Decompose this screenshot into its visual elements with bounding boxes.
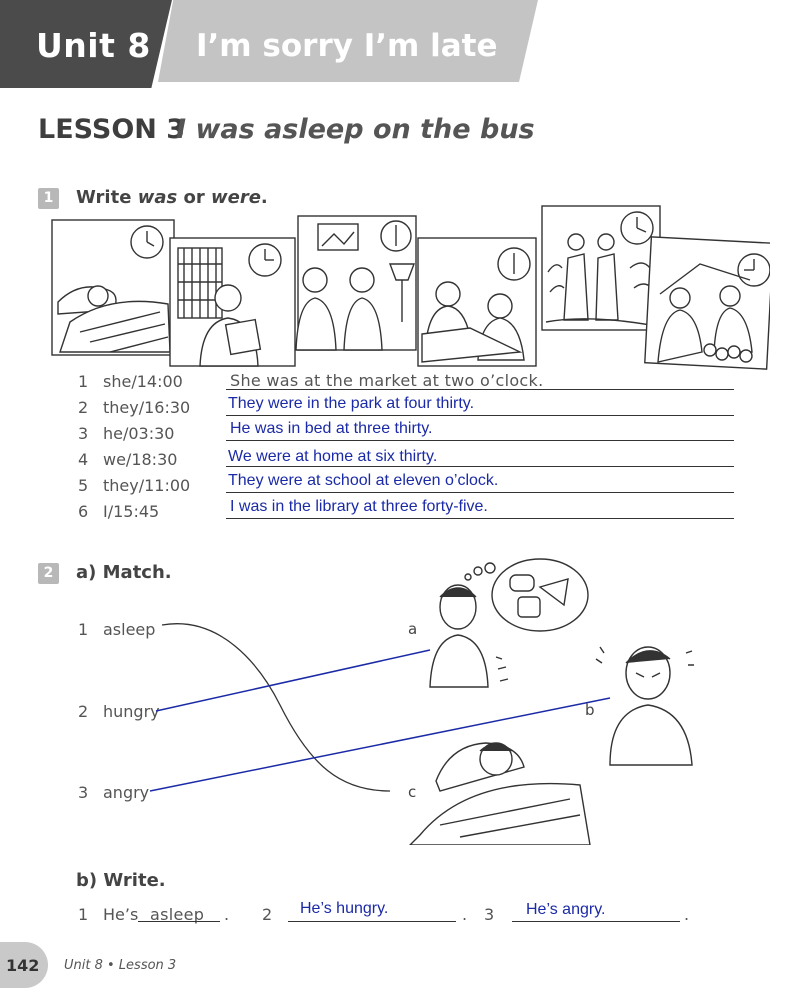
write-prefix: He’s (103, 905, 139, 924)
market-scene-illustration (645, 237, 770, 369)
row-prompt: we/18:30 (103, 450, 178, 469)
answer-line (226, 415, 734, 416)
write-period: . (462, 905, 468, 924)
footer-text: Unit 8 • Lesson 3 (64, 958, 177, 973)
match-word-angry: angry (103, 783, 150, 802)
match-number: 1 (78, 620, 89, 639)
library-scene-illustration (170, 238, 295, 366)
write-number: 1 (78, 905, 89, 924)
write-number: 2 (262, 905, 273, 924)
answer-line (226, 518, 734, 519)
answer-input[interactable]: We were at home at six thirty. (228, 448, 438, 465)
exercise-2-part-a-instruction: a) Match. (76, 562, 172, 583)
write-period: . (684, 905, 690, 924)
street-scene-illustration (542, 206, 660, 330)
instruction-period: . (260, 187, 268, 208)
row-number: 2 (78, 398, 89, 417)
answer-line (226, 492, 734, 493)
bedroom-scene-illustration (52, 220, 174, 355)
write-period: . (224, 905, 230, 924)
row-number: 5 (78, 476, 89, 495)
answer-line (226, 440, 734, 441)
page-number: 142 (6, 956, 40, 975)
row-prompt: I/15:45 (103, 502, 160, 521)
school-scene-illustration (418, 238, 536, 366)
match-letter-c: c (408, 783, 417, 801)
sleeping-boy-illustration (410, 743, 590, 845)
exercise-2-badge: 2 (38, 563, 59, 584)
match-word-hungry: hungry (103, 702, 160, 721)
match-number: 2 (78, 702, 89, 721)
unit-title: I’m sorry I’m late (196, 28, 498, 64)
row-prompt: they/11:00 (103, 476, 191, 495)
answer-input[interactable]: They were at school at eleven o’clock. (228, 472, 499, 489)
lesson-title: I was asleep on the bus (176, 114, 535, 145)
exercise-2-part-b-instruction: b) Write. (76, 870, 166, 891)
instruction-word-was: was (137, 187, 178, 208)
row-number: 6 (78, 502, 89, 521)
answer-line (226, 389, 734, 390)
answer-line (288, 921, 456, 922)
hungry-boy-illustration (430, 559, 588, 687)
match-number: 3 (78, 783, 89, 802)
answer-example-text: She was at the market at two o’clock. (230, 371, 544, 390)
match-line-angry-b[interactable] (150, 698, 610, 791)
exercise-1-badge: 1 (38, 188, 59, 209)
row-prompt: he/03:30 (103, 424, 175, 443)
write-answer-example: asleep (150, 905, 205, 924)
angry-boy-illustration (596, 647, 694, 765)
write-answer-input[interactable]: He’s hungry. (300, 900, 389, 917)
exercise-2-illustrations (140, 555, 740, 845)
match-word-asleep: asleep (103, 620, 156, 639)
row-number: 3 (78, 424, 89, 443)
answer-line (512, 921, 680, 922)
match-letter-a: a (408, 620, 418, 638)
row-prompt: they/16:30 (103, 398, 191, 417)
instruction-word-were: were (211, 187, 261, 208)
match-letter-b: b (585, 701, 595, 719)
row-prompt: she/14:00 (103, 372, 183, 391)
match-line-hungry-a[interactable] (156, 650, 430, 711)
row-number: 4 (78, 450, 89, 469)
unit-label: Unit 8 (36, 26, 151, 65)
instruction-word-or: or (183, 187, 205, 208)
write-answer-input[interactable]: He’s angry. (526, 901, 606, 918)
answer-line (138, 921, 220, 922)
write-number: 3 (484, 905, 495, 924)
row-number: 1 (78, 372, 89, 391)
answer-line (226, 466, 734, 467)
instruction-word-write: Write (76, 187, 132, 208)
answer-input[interactable]: He was in bed at three thirty. (230, 420, 433, 437)
exercise-1-illustrations (50, 202, 770, 374)
answer-input[interactable]: I was in the library at three forty-five. (230, 498, 488, 515)
park-scene-illustration (296, 216, 416, 350)
answer-input[interactable]: They were in the park at four thirty. (228, 395, 475, 412)
lesson-number: LESSON 3 (38, 114, 186, 145)
